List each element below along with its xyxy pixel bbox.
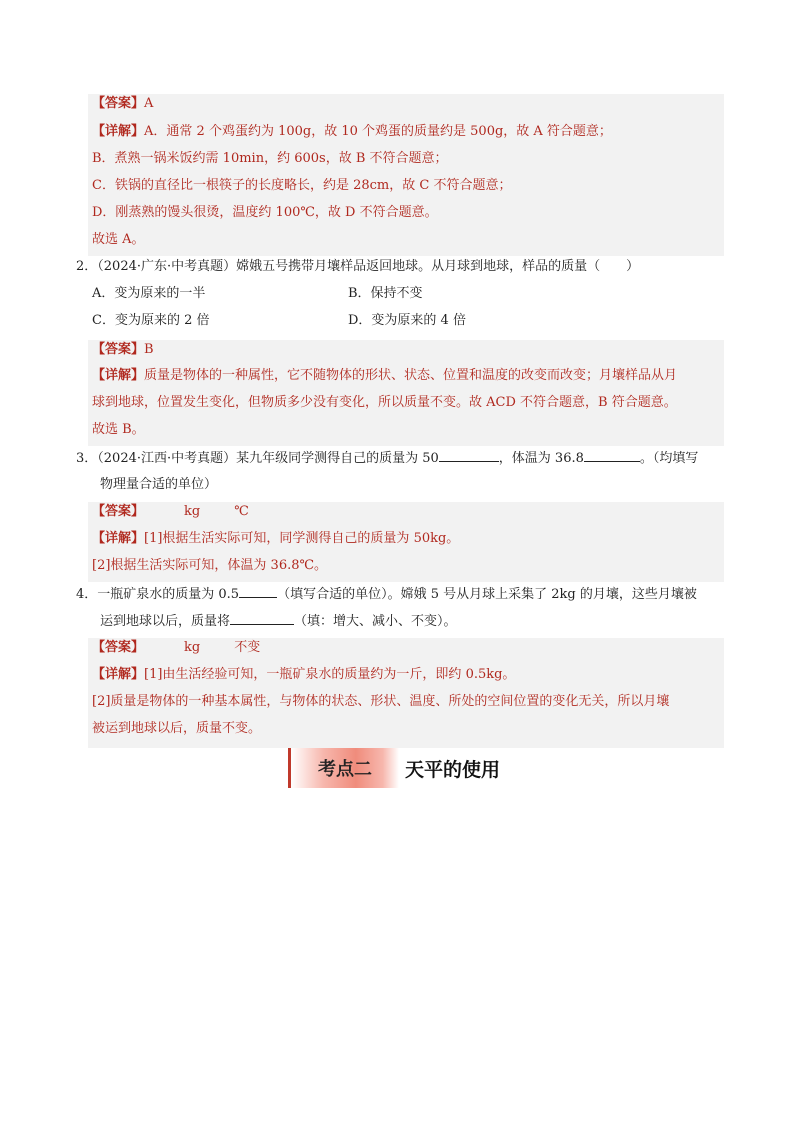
answer-tag: 【答案】 xyxy=(92,640,145,655)
detail-line-1-5: 故选 A。 xyxy=(92,232,145,247)
answer-line-1 xyxy=(92,95,153,113)
fill-blank[interactable] xyxy=(230,612,294,625)
answer-tag: 【答案】 xyxy=(92,96,145,111)
detail-line-3-1 xyxy=(92,530,459,548)
detail-tag: 【详解】 xyxy=(92,531,145,546)
answer-line-4 xyxy=(92,639,260,657)
fill-blank[interactable] xyxy=(239,585,277,598)
detail-line-4-1 xyxy=(92,666,515,684)
answer-box-2 xyxy=(88,340,724,446)
question-4 xyxy=(76,585,697,604)
question-2: 2．（2024·广东·中考真题）嫦娥五号携带月壤样品返回地球。从月球到地球，样品的质量（ ） xyxy=(76,259,640,274)
detail-line-4-3: 被运到地球以后，质量不变。 xyxy=(92,721,262,736)
question-4-line2-part-b: （填：增大、减小、不变）。 xyxy=(294,614,457,629)
section-title: 天平的使用 xyxy=(405,758,501,781)
question-3-part-a: 3．（2024·江西·中考真题）某九年级同学测得自己的质量为 50 xyxy=(76,451,439,466)
answer-value: A xyxy=(144,96,154,111)
answer-value-1: kg xyxy=(184,640,201,655)
section-header xyxy=(288,748,500,788)
question-3-line2: 物理量合适的单位） xyxy=(100,477,218,492)
question-4-line2-part-a: 运到地球以后，质量将 xyxy=(100,614,231,629)
detail-line-2-1 xyxy=(92,367,677,385)
detail-tag: 【详解】 xyxy=(92,124,145,139)
question-4-line2 xyxy=(100,612,457,631)
question-3 xyxy=(76,449,698,468)
question-4-part-a: 4．一瓶矿泉水的质量为 0.5 xyxy=(76,587,240,602)
detail-line-2-2: 球到地球，位置发生变化，但物质多少没有变化，所以质量不变。故 ACD 不符合题意，B 符合题意。 xyxy=(92,395,677,410)
detail-line-1-1 xyxy=(92,123,612,141)
option-2c: C．变为原来的 2 倍 xyxy=(92,313,210,328)
detail-text: [1]由生活经验可知，一瓶矿泉水的质量约为一斤，即约 0.5kg。 xyxy=(144,667,516,682)
detail-line-3-2: [2]根据生活实际可知，体温为 36.8℃。 xyxy=(92,558,328,573)
answer-box-1 xyxy=(88,94,724,256)
detail-text: [1]根据生活实际可知，同学测得自己的质量为 50kg。 xyxy=(144,531,460,546)
question-4-part-b: （填写合适的单位）。嫦娥 5 号从月球上采集了 2kg 的月壤，这些月壤被 xyxy=(277,587,697,602)
detail-tag: 【详解】 xyxy=(92,667,145,682)
answer-value-1: kg xyxy=(184,504,201,519)
fill-blank[interactable] xyxy=(584,449,640,462)
detail-line-4-2: [2]质量是物体的一种基本属性，与物体的状态、形状、温度、所处的空间位置的变化无关，所以月壤 xyxy=(92,694,670,709)
section-label: 考点二 xyxy=(288,748,399,788)
answer-line-3 xyxy=(92,503,249,521)
answer-value-2: ℃ xyxy=(234,504,249,519)
option-2b: B．保持不变 xyxy=(348,286,423,301)
detail-tag: 【详解】 xyxy=(92,368,145,383)
detail-text: A．通常 2 个鸡蛋约为 100g，故 10 个鸡蛋的质量约是 500g，故 A 符合题意； xyxy=(144,124,612,139)
detail-text: 质量是物体的一种属性，它不随物体的形状、状态、位置和温度的改变而改变；月壤样品从月 xyxy=(144,368,678,383)
detail-line-1-3: C．铁锅的直径比一根筷子的长度略长，约是 28cm，故 C 不符合题意； xyxy=(92,178,512,193)
question-3-part-c: 。（均填写 xyxy=(639,451,699,466)
answer-value: B xyxy=(144,342,154,357)
answer-value-2: 不变 xyxy=(234,640,261,655)
answer-tag: 【答案】 xyxy=(92,504,145,519)
answer-tag: 【答案】 xyxy=(92,342,145,357)
answer-line-2 xyxy=(92,341,154,359)
fill-blank[interactable] xyxy=(439,449,499,462)
detail-line-1-4: D．刚蒸熟的馒头很烫，温度约 100℃，故 D 不符合题意。 xyxy=(92,205,438,220)
option-2d: D．变为原来的 4 倍 xyxy=(348,313,466,328)
detail-line-2-3: 故选 B。 xyxy=(92,422,145,437)
question-3-part-b: ，体温为 36.8 xyxy=(498,451,584,466)
option-2a: A．变为原来的一半 xyxy=(92,286,206,301)
detail-line-1-2: B．煮熟一锅米饭约需 10min，约 600s，故 B 不符合题意； xyxy=(92,151,448,166)
